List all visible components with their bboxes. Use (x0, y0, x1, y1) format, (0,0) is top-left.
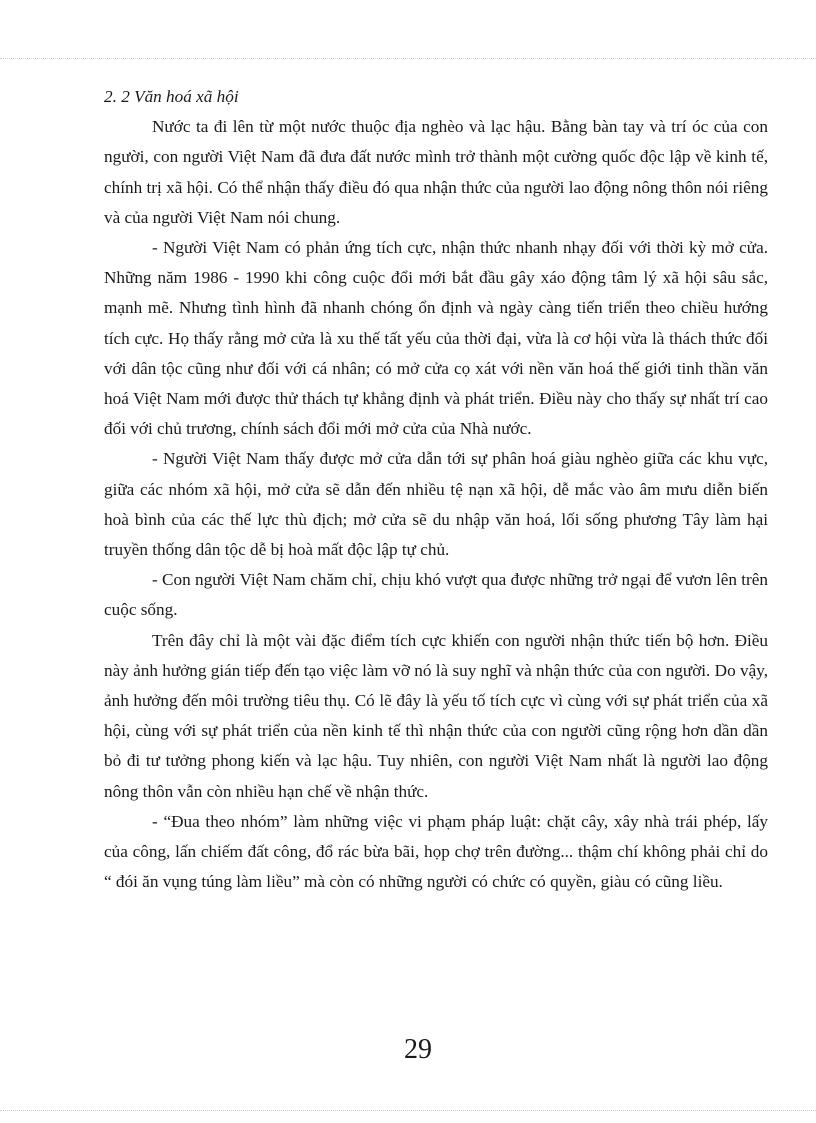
paragraph-diligence: - Con người Việt Nam chăm chỉ, chịu khó vượt qua được những trở ngại để vươn lên trên cuộc sống. (104, 570, 768, 620)
page-top-dotted-border (0, 58, 816, 59)
section-heading: 2. 2 Văn hoá xã hội (104, 87, 239, 106)
paragraph-follow-group: - “Đua theo nhóm” làm những việc vi phạm pháp luật: chặt cây, xây nhà trái phép, lấy của công, lấn chiếm đất công, đổ rác bừa bãi, họp chợ trên đường... thậm chí không phải chỉ do “ đói ăn vụng túng làm liều” mà còn có những người có chức có quyền, giàu có cũng liều. (104, 811, 768, 892)
page-body (104, 82, 768, 897)
paragraph-summary: Trên đây chỉ là một vài đặc điểm tích cực khiến con người nhận thức tiến bộ hơn. Điều này ảnh hưởng gián tiếp đến tạo việc làm vỡ nó là suy nghĩ và nhận thức của con người. Do vậy, ảnh hưởng đến môi trường tiêu thụ. Có lẽ đây là yếu tố tích cực vì cùng với sự phát triển của xã hội, cùng với sự phát triển của nền kinh tế thì nhận thức của con người cũng rộng hơn dần dần bỏ đi tư tưởng phong kiến và lạc hậu. Tuy nhiên, con người Việt Nam nhất là người lao động nông thôn vẫn còn nhiều hạn chế về nhận thức. (104, 630, 768, 801)
page-number: 29 (404, 1034, 432, 1065)
paragraph-intro: Nước ta đi lên từ một nước thuộc địa nghèo và lạc hậu. Bằng bàn tay và trí óc của con người, con người Việt Nam đã đưa đất nước mình trở thành một cường quốc độc lập về kinh tế, chính trị xã hội. Có thể nhận thấy điều đó qua nhận thức của người lao động nông thôn nói riêng và của người Việt Nam nói chung. (104, 117, 768, 227)
paragraph-open-door-reaction: - Người Việt Nam có phản ứng tích cực, nhận thức nhanh nhạy đối với thời kỳ mở cửa. Những năm 1986 - 1990 khi công cuộc đổi mới bắt đầu gây xáo động tâm lý xã hội sâu sắc, mạnh mẽ. Nhưng tình hình đã nhanh chóng ổn định và ngày càng tiến triển theo chiều hướng tích cực. Họ thấy rằng mở cửa là xu thế tất yếu của thời đại, vừa là cơ hội vừa là thách thức đối với dân tộc cũng như đối với cá nhân; có mở cửa cọ xát với nền văn hoá thế giới tinh thần văn hoá Việt Nam mới được thử thách tự khẳng định và phát triển. Điều này cho thấy sự nhất trí cao đối với chủ trương, chính sách đổi mới mở cửa của Nhà nước. (104, 238, 768, 439)
paragraph-open-door-risks: - Người Việt Nam thấy được mở cửa dẫn tới sự phân hoá giàu nghèo giữa các khu vực, giữa các nhóm xã hội, mở cửa sẽ dẫn đến nhiều tệ nạn xã hội, dễ mắc vào âm mưu diễn biến hoà bình của các thế lực thù địch; mở cửa sẽ du nhập văn hoá, lối sống phương Tây làm hại truyền thống dân tộc dễ bị hoà mất độc lập tự chủ. (104, 449, 768, 560)
page-bottom-dotted-border (0, 1110, 816, 1111)
